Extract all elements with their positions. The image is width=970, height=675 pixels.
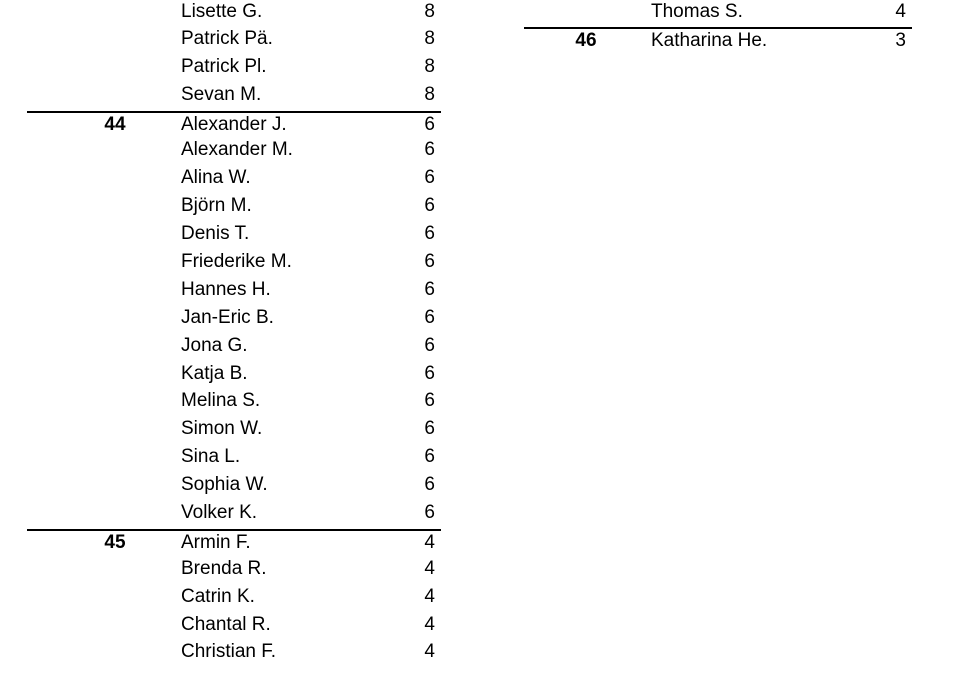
score-cell: 6	[424, 418, 435, 440]
name-cell: Alina W.	[181, 167, 251, 189]
rank-cell	[91, 222, 139, 250]
table-row	[27, 501, 441, 529]
rank-cell	[91, 417, 139, 445]
table-row	[524, 27, 912, 55]
name-cell: Sina L.	[181, 446, 241, 468]
table-row	[27, 83, 441, 111]
rank-cell: 46	[575, 29, 597, 51]
left-ranking-table	[27, 0, 441, 668]
name-cell: Alexander J.	[181, 113, 287, 135]
table-row	[27, 362, 441, 390]
table-row	[27, 222, 441, 250]
table-row	[27, 138, 441, 166]
score-cell: 6	[424, 195, 435, 217]
table-row	[27, 278, 441, 306]
score-cell: 6	[424, 334, 435, 356]
name-cell: Chantal R.	[181, 613, 271, 635]
name-cell: Hannes H.	[181, 278, 271, 300]
rank-cell	[91, 473, 139, 501]
score-cell: 6	[424, 251, 435, 273]
rank-cell	[91, 278, 139, 306]
name-cell: Jan-Eric B.	[181, 306, 274, 328]
table-row	[27, 585, 441, 613]
rank-cell	[91, 557, 139, 585]
table-row	[524, 0, 912, 27]
table-row	[27, 613, 441, 641]
name-cell: Armin F.	[181, 531, 251, 553]
table-row	[27, 389, 441, 417]
table-row	[27, 166, 441, 194]
rank-cell	[91, 501, 139, 529]
table-row	[27, 445, 441, 473]
score-cell: 4	[424, 557, 435, 579]
table-row	[27, 473, 441, 501]
name-cell: Christian F.	[181, 641, 277, 663]
table-row	[27, 111, 441, 139]
table-row	[27, 27, 441, 55]
score-cell: 4	[424, 613, 435, 635]
name-cell: Brenda R.	[181, 557, 267, 579]
rank-cell	[91, 250, 139, 278]
rank-cell	[91, 138, 139, 166]
table-row	[27, 640, 441, 668]
name-cell: Katharina He.	[651, 29, 768, 51]
right-ranking-table	[524, 0, 912, 55]
score-cell: 6	[424, 167, 435, 189]
table-row	[27, 194, 441, 222]
name-cell: Patrick Pä.	[181, 27, 273, 49]
rank-cell	[91, 585, 139, 613]
score-cell: 6	[424, 390, 435, 412]
rank-cell	[91, 640, 139, 668]
score-cell: 8	[424, 55, 435, 77]
score-cell: 6	[424, 113, 435, 135]
name-cell: Sophia W.	[181, 474, 268, 496]
name-cell: Patrick Pl.	[181, 55, 267, 77]
score-cell: 4	[895, 1, 906, 22]
score-cell: 3	[895, 29, 906, 51]
table-row	[27, 0, 441, 27]
score-cell: 4	[424, 531, 435, 553]
rank-cell	[91, 362, 139, 390]
rank-cell	[91, 389, 139, 417]
name-cell: Friederike M.	[181, 251, 292, 273]
name-cell: Simon W.	[181, 418, 263, 440]
name-cell: Denis T.	[181, 223, 250, 245]
score-cell: 6	[424, 139, 435, 161]
rank-cell	[91, 83, 139, 111]
table-row	[27, 334, 441, 362]
score-cell: 6	[424, 306, 435, 328]
rank-cell	[91, 0, 139, 27]
table-row	[27, 250, 441, 278]
table-row	[27, 417, 441, 445]
score-cell: 8	[424, 1, 435, 22]
rank-cell: 45	[104, 531, 126, 553]
name-cell: Lisette G.	[181, 1, 263, 22]
name-cell: Alexander M.	[181, 139, 293, 161]
score-cell: 6	[424, 278, 435, 300]
name-cell: Katja B.	[181, 362, 248, 384]
score-cell: 6	[424, 362, 435, 384]
score-cell: 6	[424, 474, 435, 496]
score-cell: 6	[424, 223, 435, 245]
name-cell: Björn M.	[181, 195, 252, 217]
rank-cell	[91, 306, 139, 334]
rank-cell: 44	[104, 113, 126, 135]
name-cell: Sevan M.	[181, 83, 262, 105]
name-cell: Jona G.	[181, 334, 248, 356]
score-cell: 4	[424, 641, 435, 663]
table-row	[27, 55, 441, 83]
score-cell: 6	[424, 446, 435, 468]
name-cell: Volker K.	[181, 502, 258, 524]
table-row	[27, 557, 441, 585]
score-cell: 6	[424, 502, 435, 524]
score-cell: 4	[424, 585, 435, 607]
name-cell: Catrin K.	[181, 585, 255, 607]
rank-cell	[91, 27, 139, 55]
rank-cell	[562, 0, 610, 27]
rank-cell	[91, 166, 139, 194]
name-cell: Thomas S.	[651, 1, 743, 22]
table-row	[27, 306, 441, 334]
rank-cell	[91, 334, 139, 362]
score-cell: 8	[424, 27, 435, 49]
score-cell: 8	[424, 83, 435, 105]
name-cell: Melina S.	[181, 390, 261, 412]
rank-cell	[91, 55, 139, 83]
rank-cell	[91, 194, 139, 222]
table-row	[27, 529, 441, 557]
rank-cell	[91, 613, 139, 641]
rank-cell	[91, 445, 139, 473]
